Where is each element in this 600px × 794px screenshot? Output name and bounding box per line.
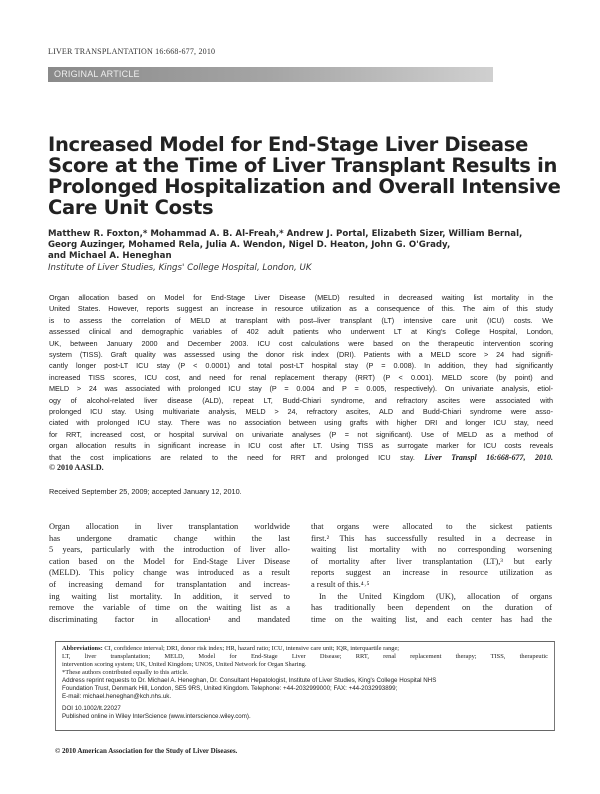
abstract-line: MELD > 24 was associated with prolonged ICU stay (P = 0.004 and P = 0.005, respectively). On univariate analysis, etiol- [49,384,553,394]
abstract-line: is to assess the correlation of MELD at transplant with post–liver transplant (LT) intensive care unit (ICU) costs. We [49,315,553,325]
copyright-footer: © 2010 American Association for the Study of Liver Diseases. [55,747,238,755]
author-list [48,229,522,262]
body-line: In the United Kingdom (UK), allocation of organs [319,591,552,601]
abstract-text: that the cost implications are related to the need for RRT and prolonged ICU stay. [49,452,415,462]
abbreviations-text: CI, confidence interval; DRI, donor risk index; HR, hazard ratio; ICU, intensive care unit; IQR, interquartile range; [102,645,400,652]
body-line: ing waiting list mortality. In addition, it served to [49,591,290,601]
abstract-line: ciated with prolonged ICU stay. There was no association between using grafts with higher DRI and longer ICU stay, need [49,418,553,428]
author-line: Matthew R. Foxton,* Mohammad A. B. Al-Freah,* Andrew J. Portal, Elizabeth Sizer, William Bernal, [48,229,523,239]
email-line[interactable]: E-mail: michael.heneghan@kch.nhs.uk. [62,693,172,700]
abstract [49,292,553,472]
section-label: ORIGINAL ARTICLE [54,69,140,79]
title-line: Care Unit Costs [48,196,214,219]
body-line: has traditionally been dependent on the duration of [311,603,552,613]
abstract-line: organ allocation results in significant increase in ICU cost after LT. Using TISS as surrogate marker for ICU costs reveals [49,441,553,451]
section-label-bar [48,67,493,82]
address-line: Address reprint requests to Dr. Michael A. Heneghan, Dr. Consultant Hepatologist, Institute of Liver Studies, King's College Hospital NHS [62,677,437,684]
body-line: Organ allocation in liver transplantation worldwide [49,522,290,531]
abstract-line: United States. However, reports suggest an increase in resource utilization as a consequence of this. The aim of this study [49,304,553,314]
body-line: waiting list mortality with no corresponding worsening [311,545,552,555]
body-column-left [49,521,290,625]
body-line: has undergone dramatic change within the last [49,533,290,543]
equal-contribution-note: *These authors contributed equally to this article. [62,669,189,676]
article-title [48,134,568,218]
title-line: Increased Model for End-Stage Liver Disease [48,133,529,156]
body-line: of mortality after liver transplantation (LT),³ but early [311,556,552,566]
abstract-line [49,452,553,463]
published-online: Published online in Wiley InterScience (www.interscience.wiley.com). [62,713,251,720]
abstract-line: for RRT, increased cost, or hospital survival on univariate analyses (P = not significant). Use of MELD as a method of [49,429,553,439]
abstract-line: system (TISS). Graft quality was assessed using the donor risk index (DRI). Patients with a MELD score > 24 had signifi- [49,350,553,360]
abbreviations-line: LT, liver transplantation; MELD, Model for End-Stage Liver Disease; RRT, renal replacement therapy; TISS, therapeutic [62,653,548,660]
running-head: LIVER TRANSPLANTATION 16:668-677, 2010 [48,47,216,56]
title-line: Score at the Time of Liver Transplant Results in [48,154,558,177]
body-line: a result of this.⁴˒⁵ [311,579,370,589]
body-line: reports suggest an increase in resource utilization as [311,568,552,578]
abstract-line: ogy of alcohol-related liver disease (ALD), repeat LT, Budd-Chiari syndrome, and refractory ascites were associated with [49,395,553,405]
abstract-line: increased TISS scores, ICU cost, and need for renal replacement therapy (RRT) (P < 0.001). MELD score (by point) and [49,372,553,382]
received-dates: Received September 25, 2009; accepted January 12, 2010. [49,487,242,496]
abstract-copyright: © 2010 AASLD. [49,463,104,473]
body-line: remove the variable of time on the waiting list as a [49,603,290,613]
author-line: and Michael A. Heneghan [48,251,172,261]
address-line: Foundation Trust, Denmark Hill, London, SE5 9RS, United Kingdom. Telephone: +44-2032999000; FAX: +44-2032993899; [62,685,398,692]
body-line: first.² This has successfully resulted in a decrease in [311,533,552,543]
body-line: cation based on the Model for End-Stage Liver Disease [49,556,290,566]
body-line: discriminating factor in allocation¹ and mandated [49,614,290,624]
body-line: time on the waiting list, and each center has had the [311,614,552,624]
author-line: Georg Auzinger, Mohamed Rela, Julia A. Wendon, Nigel D. Heaton, John G. O'Grady, [48,240,451,250]
body-line: that organs were allocated to the sickest patients [311,522,552,531]
affiliation: Institute of Liver Studies, Kings' College Hospital, London, UK [48,263,312,273]
footnote-box [55,641,555,731]
body-line: (MELD). This policy change was introduced as a result [49,568,290,578]
abstract-line: assessed clinical and demographic variables of 402 adult patients who underwent LT at King's College Hospital, London, [49,327,553,337]
abstract-line: Organ allocation based on Model for End-Stage Liver Disease (MELD) resulted in decreased waiting list mortality in the [49,293,553,302]
body-line: of increasing demand for transplantation and increas- [49,579,290,589]
abbreviations-line: intervention scoring system; UK, United Kingdom; UNOS, United Network for Organ Sharing. [62,661,307,668]
abbreviations-label: Abbreviations: [62,645,103,652]
abstract-line: UK, between January 2000 and December 2003. ICU cost calculations were based on the therapeutic intervention scoring [49,338,553,348]
body-column-right [311,521,552,625]
citation: Liver Transpl 16:668-677, 2010. [424,452,553,462]
abbreviations-line [62,645,548,653]
abstract-line: prolonged ICU stay. Using multivariate analysis, MELD > 24, refractory ascites, ALD and Budd-Chiari syndrome were asso- [49,407,553,417]
abstract-line: cantly longer post-LT ICU stay (P < 0.0001) and total post-LT hospital stay (P = 0.008). In addition, they had significantly [49,361,553,371]
doi[interactable]: DOI 10.1002/lt.22027 [62,705,121,712]
title-line: Prolonged Hospitalization and Overall Intensive [48,175,561,198]
body-line: 5 years, particularly with the introduction of liver allo- [49,545,290,555]
